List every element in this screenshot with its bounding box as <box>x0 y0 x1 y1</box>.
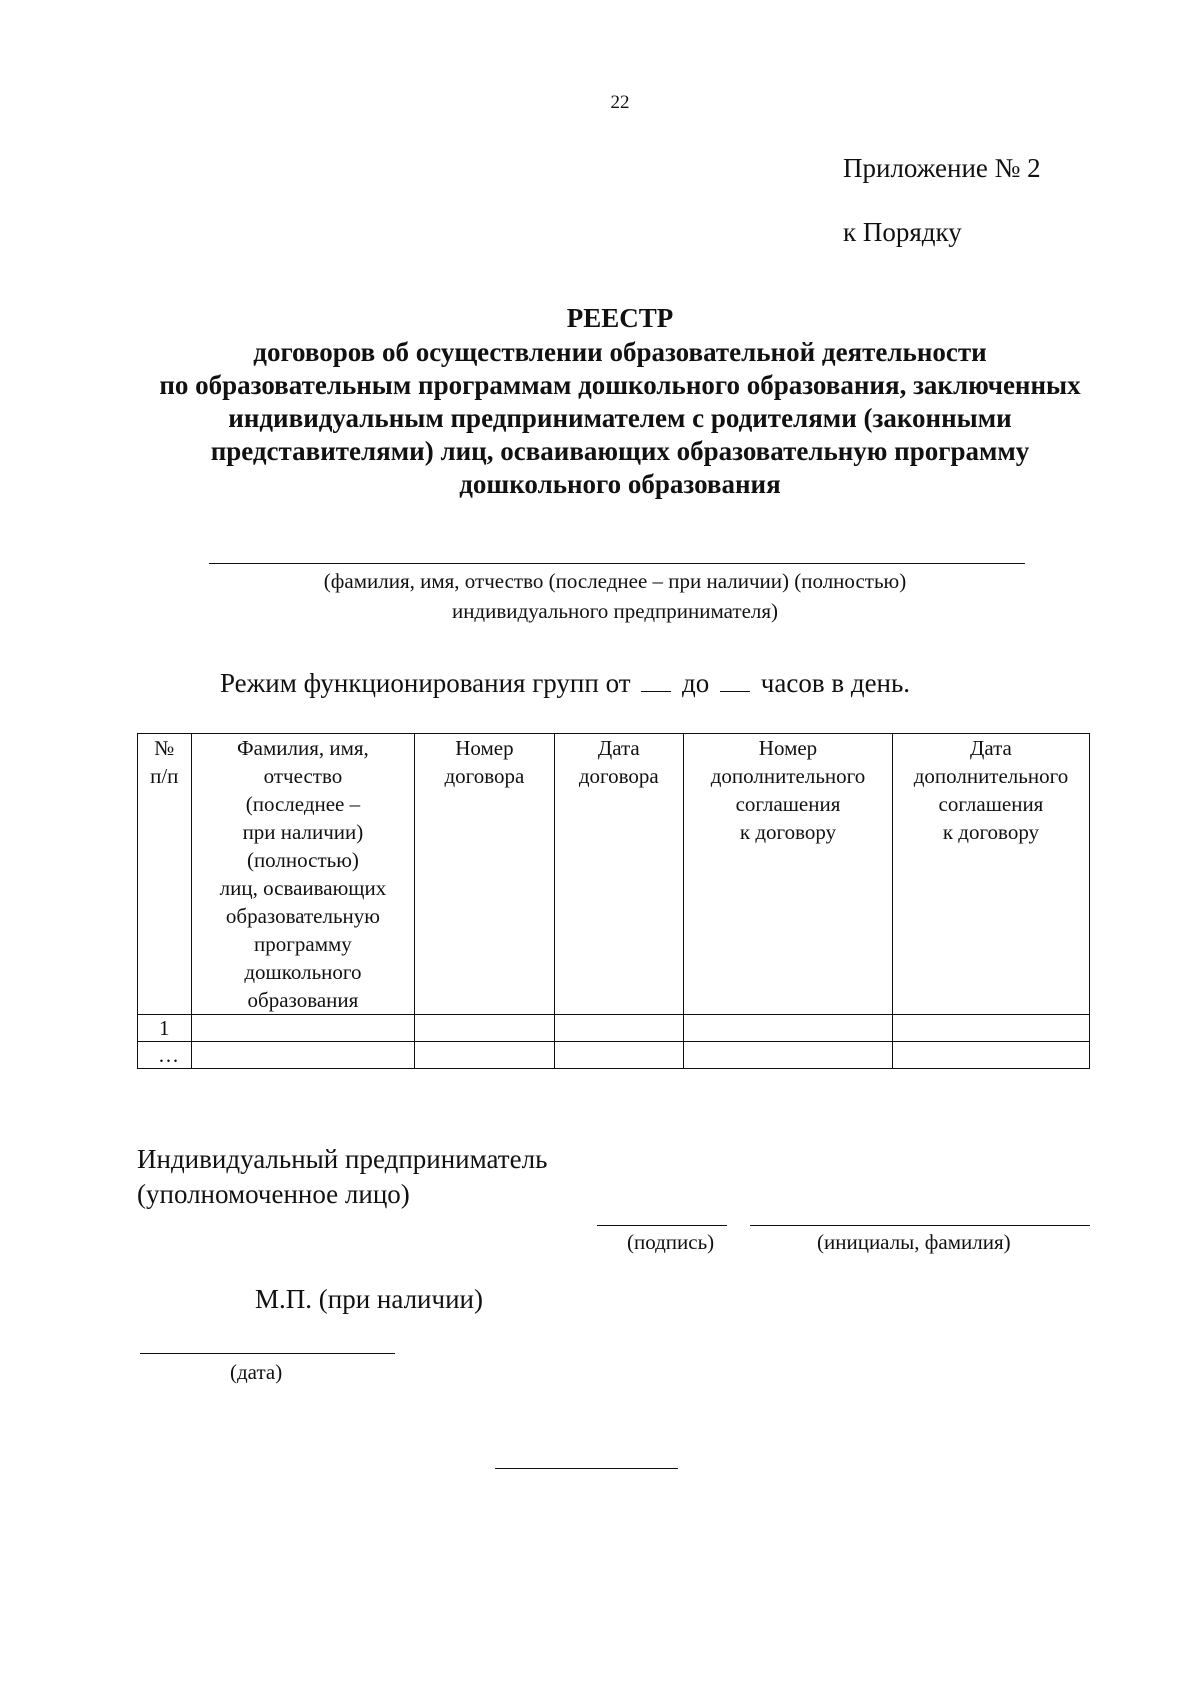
header-number: № п/п <box>138 734 192 1015</box>
page-number: 22 <box>610 92 630 113</box>
table-cell[interactable] <box>892 1015 1089 1042</box>
document-end-divider <box>495 1468 678 1469</box>
mode-to-field[interactable] <box>720 690 750 692</box>
date-caption: (дата) <box>230 1360 283 1384</box>
table-cell[interactable] <box>684 1015 893 1042</box>
table-row <box>138 1015 1090 1042</box>
row-number: 1 <box>138 1015 192 1042</box>
operating-mode-line <box>220 668 910 699</box>
caption-line: (фамилия, имя, отчество (последнее – при наличии) (полностью) <box>323 569 907 593</box>
mode-middle: до <box>682 668 710 698</box>
header-contract-date: Дата договора <box>554 734 684 1015</box>
entrepreneur-name-caption <box>180 566 1050 626</box>
appendix-number: Приложение № 2 <box>843 153 1041 183</box>
appendix-reference <box>843 136 1041 264</box>
signature-field[interactable] <box>597 1225 727 1226</box>
header-contract-number: Номер договора <box>415 734 554 1015</box>
caption-line: индивидуального предпринимателя) <box>451 599 779 623</box>
table-cell[interactable] <box>554 1015 684 1042</box>
header-supplement-number: Номер дополнительного соглашения к договору <box>684 734 893 1015</box>
table-cell[interactable] <box>684 1042 893 1069</box>
title-line: договоров об осуществлении образовательной деятельности <box>253 337 987 367</box>
appendix-target: к Порядку <box>843 217 962 247</box>
title-line: индивидуальным предпринимателем с родителями (законными <box>228 403 1012 433</box>
stamp-placeholder: М.П. (при наличии) <box>255 1284 483 1314</box>
header-supplement-date: Дата дополнительного соглашения к договору <box>892 734 1089 1015</box>
table-cell[interactable] <box>415 1042 554 1069</box>
table-header-row <box>138 734 1090 1015</box>
mode-prefix: Режим функционирования групп от <box>220 668 631 698</box>
title-line: дошкольного образования <box>459 469 781 499</box>
table-cell[interactable] <box>554 1042 684 1069</box>
table-row <box>138 1042 1090 1069</box>
table-cell[interactable] <box>191 1015 415 1042</box>
header-child-name: Фамилия, имя, отчество (последнее – при наличии) (полностью) лиц, осваивающих образовательную программу дошкольного образования <box>191 734 415 1015</box>
entrepreneur-name-field[interactable] <box>209 563 1025 564</box>
title-line: по образовательным программам дошкольного образования, заключенных <box>159 370 1081 400</box>
row-number: … <box>138 1042 192 1069</box>
title-main: РЕЕСТР <box>566 303 674 333</box>
title-line: представителями) лиц, осваивающих образовательную программу <box>210 436 1030 466</box>
initials-caption: (инициалы, фамилия) <box>817 1230 1011 1254</box>
signature-caption: (подпись) <box>627 1230 715 1254</box>
table-cell[interactable] <box>892 1042 1089 1069</box>
mode-suffix: часов в день. <box>760 668 911 698</box>
initials-field[interactable] <box>750 1225 1090 1226</box>
date-field[interactable] <box>140 1353 395 1354</box>
document-title <box>100 300 1140 501</box>
mode-from-field[interactable] <box>641 690 671 692</box>
registry-table <box>137 733 1090 1069</box>
signer-block <box>137 1142 547 1212</box>
table-cell[interactable] <box>415 1015 554 1042</box>
signer-title: Индивидуальный предприниматель <box>137 1144 548 1174</box>
signer-subtitle: (уполномоченное лицо) <box>137 1179 410 1209</box>
table-cell[interactable] <box>191 1042 415 1069</box>
